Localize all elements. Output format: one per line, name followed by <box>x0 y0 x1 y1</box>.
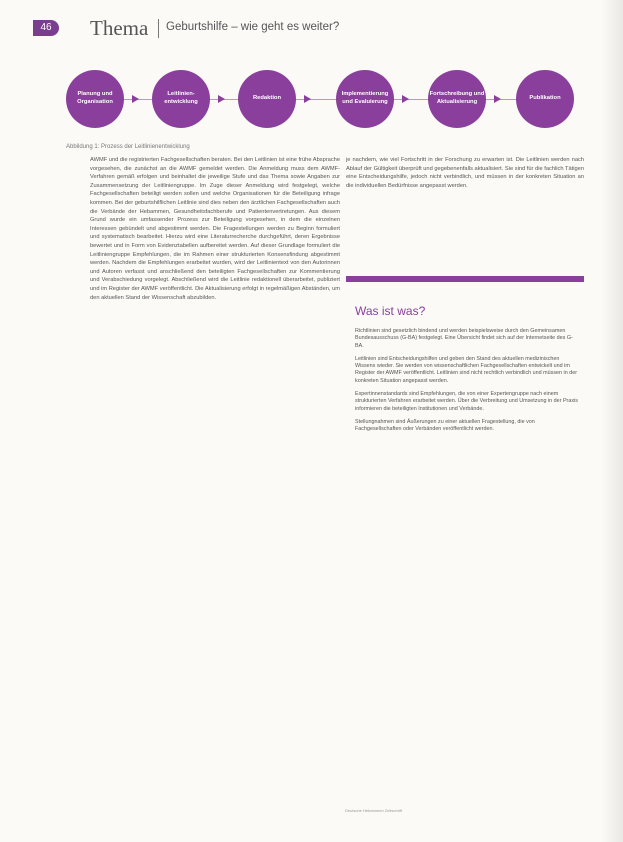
figure-caption: Abbildung 1: Prozess der Leitlinienentwicklung <box>66 144 190 150</box>
title-divider <box>158 19 159 38</box>
body-paragraph: je nachdem, wie viel Fortschritt in der Forschung zu erwarten ist. Die Leitlinien werden nach Ablauf der Gültigkeit überprüft und gegebenenfalls aktualisiert. Sie sind für die fachlich Tätigen eine Entscheidungshilfe, jedoch nicht verbindlich, und müssen in der konkreten Situation an die individuellen Bedürfnisse angepasst werden. <box>346 157 584 189</box>
flow-arrow-icon <box>132 95 139 103</box>
flow-step-development: Leitlinien-entwicklung <box>152 70 210 128</box>
page-subtitle: Geburtshilfe – wie geht es weiter? <box>166 21 340 33</box>
flow-step-publication: Publikation <box>516 70 574 128</box>
flow-arrow-icon <box>402 95 409 103</box>
process-flow-diagram <box>66 68 576 132</box>
body-column-right <box>346 156 584 190</box>
flow-arrow-icon <box>218 95 225 103</box>
info-box-item: Leitlinien sind Entscheidungshilfen und geben den Stand des aktuellen medizinischen Wissens wieder. Sie werden von wissenschaftlichen Fachgesellschaften entwickelt und im Register der AWMF veröffentlicht. Leitlinien sind nicht rechtlich verbindlich und müssen in der konkreten Situation angepasst werden. <box>355 355 578 384</box>
section-title: Thema <box>90 16 149 40</box>
page-number: 46 <box>33 20 59 36</box>
info-box-title: Was ist was? <box>355 304 426 318</box>
body-column-left <box>90 156 340 302</box>
scan-shadow <box>601 0 623 842</box>
flow-step-implementation: Implementierung und Evaluierung <box>336 70 394 128</box>
flow-arrow-icon <box>304 95 311 103</box>
flow-arrow-icon <box>494 95 501 103</box>
body-paragraph: AWMF und die registrierten Fachgesellschaften beraten. Bei den Leitlinien ist eine frühe Absprache vorgesehen, die zunächst an die AWMF gemeldet werden. Die Anmeldung muss dem AWMF-Verfahren gemäß erfolgen und beinhaltet die jeweilige Stufe und das Thema sowie Angaben zur Zusammensetzung der Leitliniengruppe. Im Zuge dieser Anmeldung wird festgelegt, welche Fachgesellschaften beteiligt werden sollen und welche Organisationen für die Beteiligung infrage kommen. Bei der geburtshilflichen Leitlinie sind dies neben den ärztlichen Fachgesellschaften auch die Verbände der Hebammen, Gesundheitsfachberufe und Patientenvertretungen. Aus diesem Grund wurde ein umfassender Prozess zur Beteiligung vorgesehen, in dem die einzelnen Interessen gebündelt und abgestimmt werden. Die Fragestellungen werden zu Beginn formuliert und systematisch bearbeitet. Hierzu wird eine Literaturrecherche durchgeführt, deren Ergebnisse bewertet und in Form von Evidenztabellen aufbereitet werden. Auf dieser Grundlage formuliert die Leitliniengruppe Empfehlungen, die im Rahmen einer strukturierten Konsensfindung abgestimmt werden. Nachdem die Empfehlungen erarbeitet wurden, wird der Leitlinientext von den Autorinnen und Autoren verfasst und anschließend den beteiligten Fachgesellschaften zur Kommentierung und Verabschiedung vorgelegt. Abschließend wird die Leitlinie redaktionell überarbeitet, publiziert und im Register der AWMF veröffentlicht. Die Aktualisierung erfolgt in regelmäßigen Abständen, um den aktuellen Stand der Wissenschaft abzubilden. <box>90 157 340 301</box>
info-box-item: Stellungnahmen sind Äußerungen zu einer aktuellen Fragestellung, die von Fachgesellschaften oder Verbänden veröffentlicht werden. <box>355 418 535 433</box>
flow-step-planning: Planung und Organisation <box>66 70 124 128</box>
page-footer: Deutsche Hebammen Zeitschrift <box>345 808 403 813</box>
flow-step-update: Fortschreibung und Aktualisierung <box>428 70 486 128</box>
info-box-item: Expertinnenstandards sind Empfehlungen, die von einer Expertengruppe nach einem strukturierten Verfahren erarbeitet werden. Über die Verbreitung und Umsetzung in der Praxis informieren die beteiligten Institutionen und Verbände. <box>355 391 578 412</box>
info-box-content <box>355 328 581 440</box>
info-box-item: Richtlinien sind gesetzlich bindend und werden beispielsweise durch den Gemeinsamen Bundesausschuss (G-BA) festgelegt. Eine Übersicht findet sich auf der Internetseite des G-BA. <box>355 328 573 349</box>
flow-step-editing: Redaktion <box>238 70 296 128</box>
